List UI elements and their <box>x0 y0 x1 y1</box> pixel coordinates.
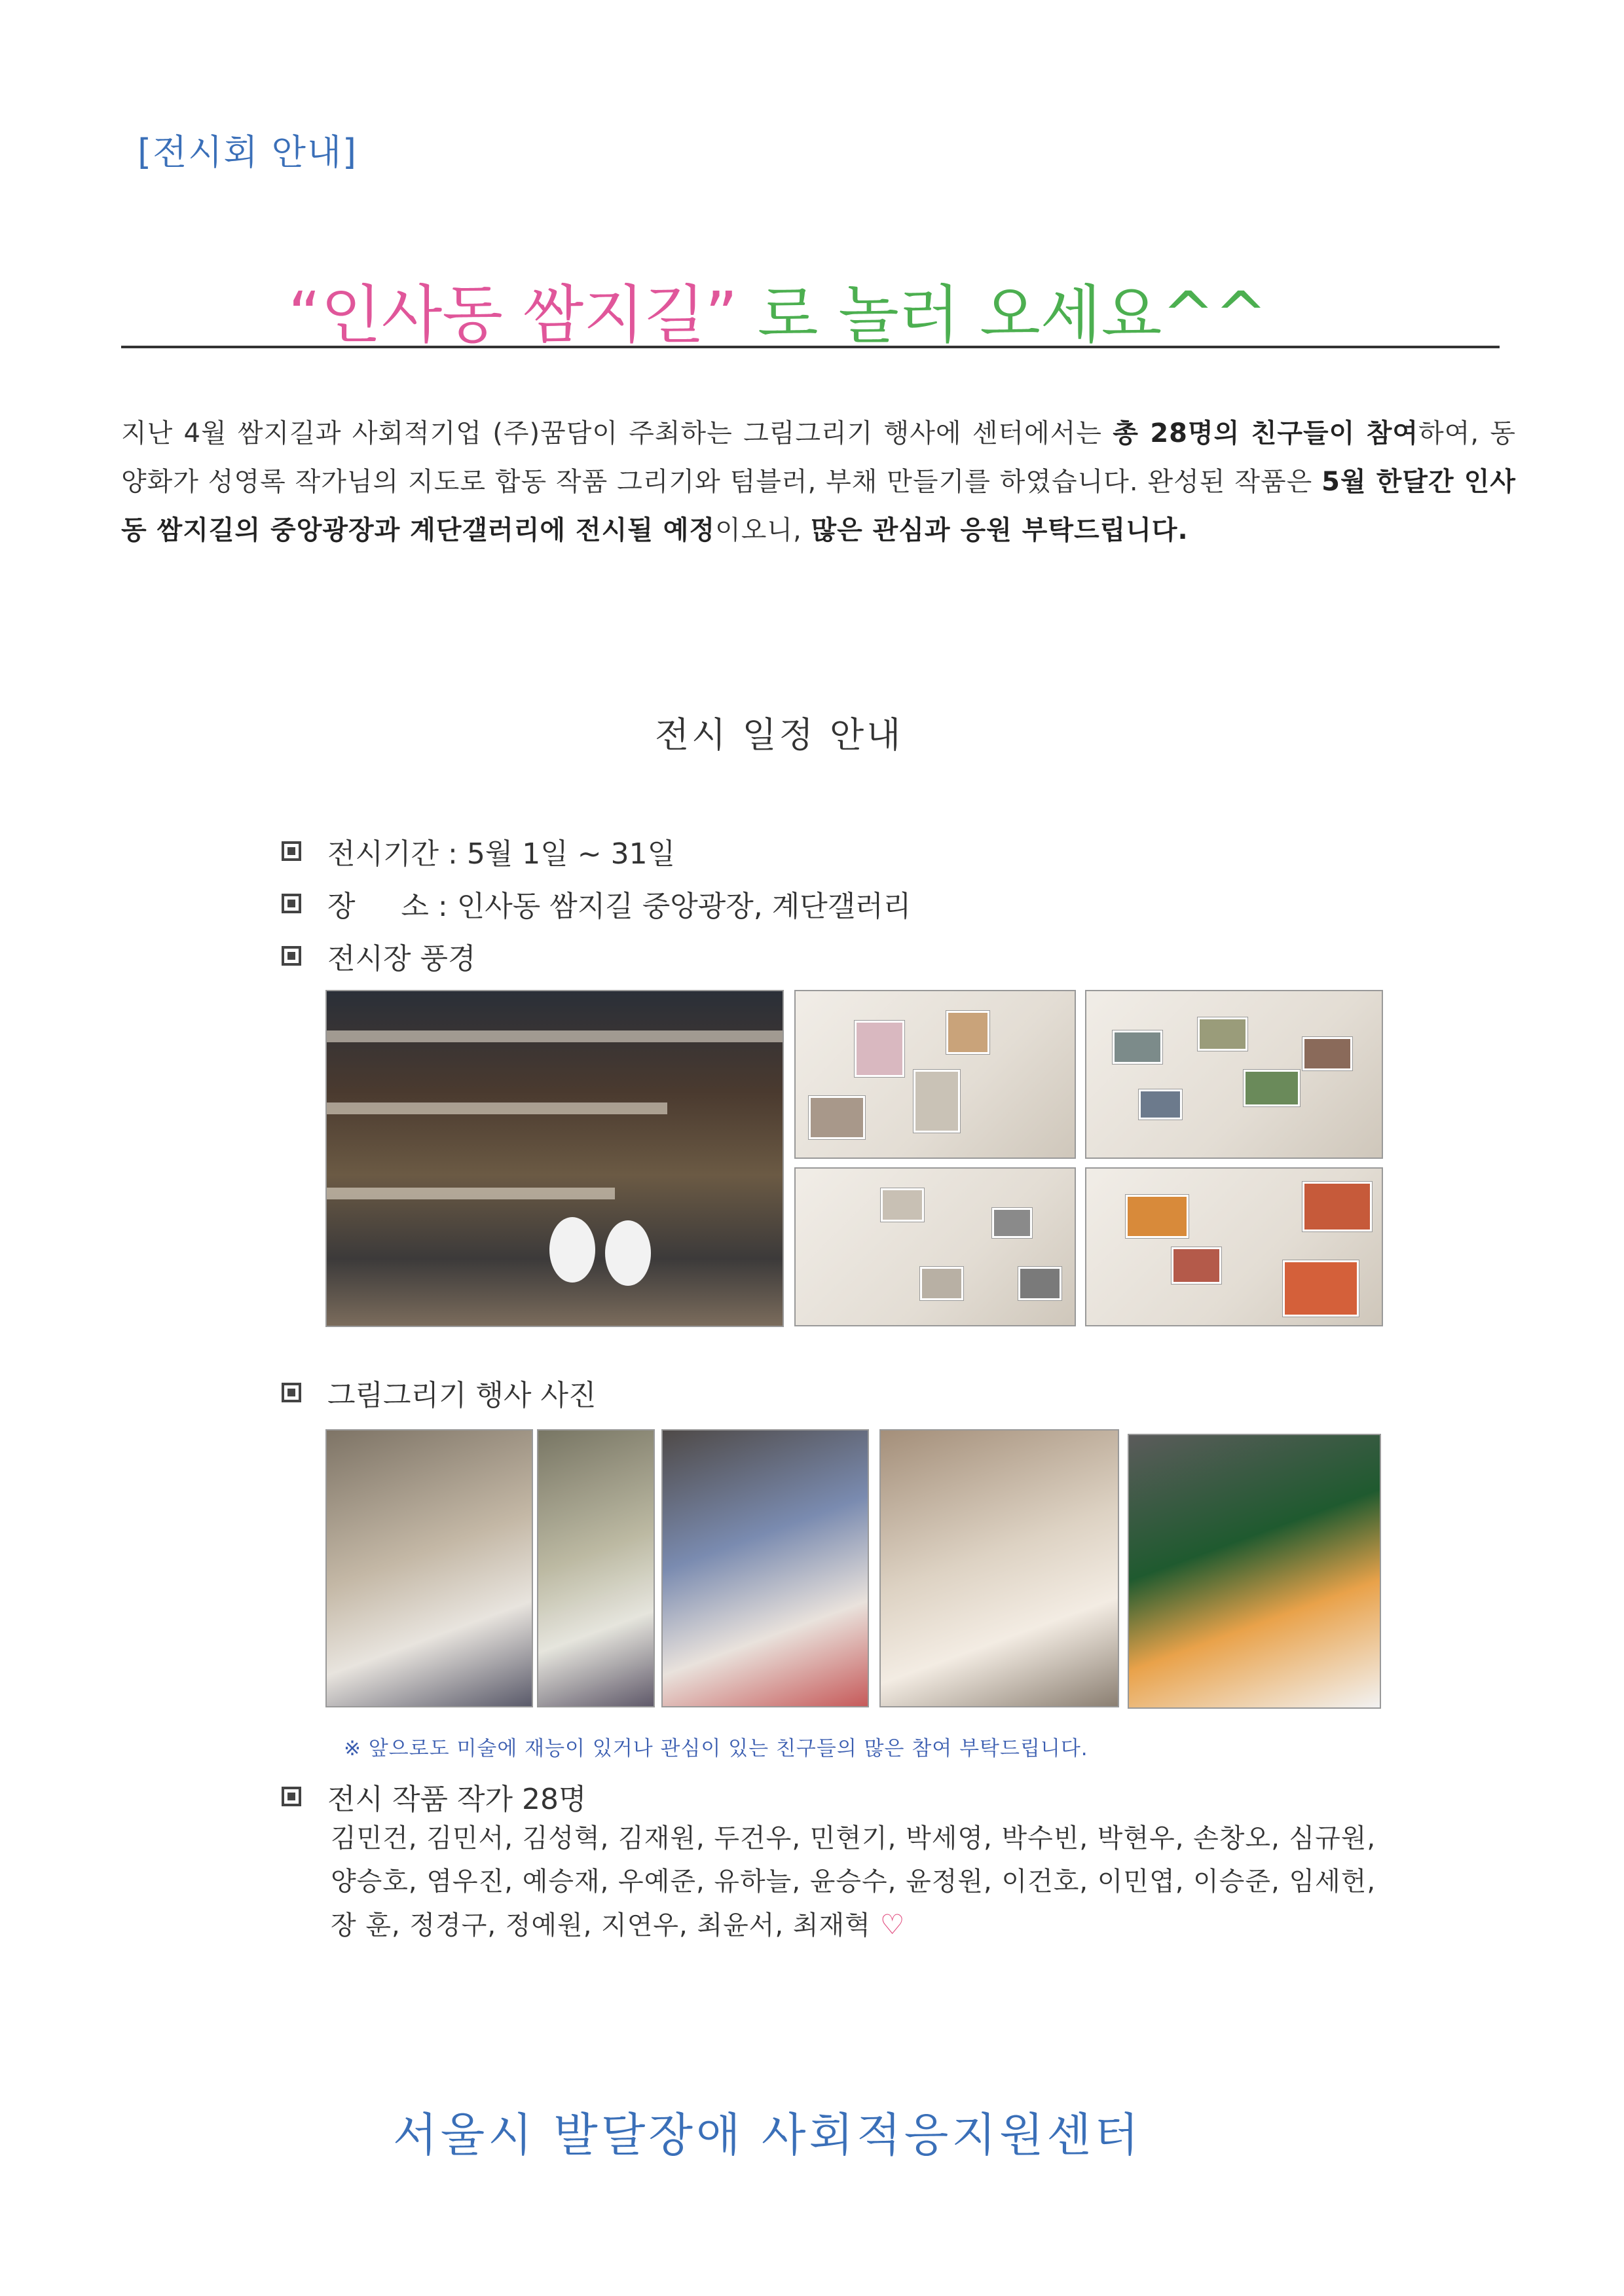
headline-quoted: “인사동 쌈지길” <box>288 278 738 352</box>
intro-paragraph <box>121 409 1516 555</box>
item-artists <box>282 1776 586 1817</box>
photo-wall-3 <box>794 1167 1076 1326</box>
heart-icon: ♡ <box>879 1908 906 1941</box>
scenery-text: 전시장 풍경 <box>327 942 476 975</box>
artists-line-2: 양승호, 염우진, 예승재, 우예준, 유하늘, 윤승수, 윤정원, 이건호, 이민엽, 이승준, 임세헌, <box>331 1867 1376 1897</box>
place-text: 장 소 : 인사동 쌈지길 중앙광장, 계단갤러리 <box>327 890 912 923</box>
intro-bold-1: 총 28명의 친구들이 참여 <box>1113 418 1419 448</box>
headline-rule <box>121 346 1500 348</box>
intro-text-1: 지난 4월 쌈지길과 사회적기업 (주)꿈담이 주최하는 그림그리기 행사에 센터에서는 <box>121 418 1113 448</box>
headline-rest: 로 놀러 오세요^^ <box>737 278 1268 352</box>
intro-text-2: 하여, 동양화가 성영록 작가님의 지도로 합동 작품 그리기와 텀블러, 부채 만들기를 하였습니다. 완성된 작품은 <box>121 418 1516 497</box>
square-bullet-icon <box>282 1383 301 1402</box>
rabbit-figure <box>549 1217 595 1283</box>
square-bullet-icon <box>282 841 301 861</box>
photo-drawing-event-1 <box>325 1429 533 1707</box>
item-period <box>282 830 675 872</box>
artists-line-3-wrap <box>331 1903 1483 1947</box>
square-bullet-icon <box>282 946 301 966</box>
square-bullet-icon <box>282 1787 301 1806</box>
intro-text-3: 이오니, <box>715 515 811 545</box>
footer-organization: 서울시 발달장애 사회적응지원센터 <box>393 2108 1142 2162</box>
schedule-title: 전시 일정 안내 <box>655 714 904 756</box>
square-bullet-icon <box>282 894 301 913</box>
photo-wall-2 <box>1085 990 1383 1159</box>
intro-bold-3: 많은 관심과 응원 부탁드립니다. <box>811 515 1189 545</box>
item-event-photos <box>282 1372 597 1413</box>
participation-note: ※ 앞으로도 미술에 재능이 있거나 관심이 있는 친구들의 많은 참여 부탁드립니다. <box>344 1737 1088 1760</box>
photo-wall-4 <box>1085 1167 1383 1326</box>
item-scenery <box>282 935 476 977</box>
item-place <box>282 883 911 924</box>
photo-drawing-event-2 <box>661 1429 869 1707</box>
photo-mall-atrium <box>325 990 784 1327</box>
artists-title: 전시 작품 작가 28명 <box>327 1783 587 1816</box>
photo-drawing-event-1b <box>537 1429 655 1707</box>
photo-wall-1 <box>794 990 1076 1159</box>
period-text: 전시기간 : 5월 1일 ~ 31일 <box>327 837 676 871</box>
artist-names <box>331 1817 1483 1947</box>
artists-line-1: 김민건, 김민서, 김성혁, 김재원, 두건우, 민현기, 박세영, 박수빈, 박현우, 손창오, 심규원, <box>331 1823 1376 1853</box>
header-tag: [전시회 안내] <box>138 132 358 173</box>
artists-line-3: 장 훈, 정경구, 정예원, 지연우, 최윤서, 최재혁 <box>331 1910 871 1941</box>
rabbit-figure <box>605 1220 651 1286</box>
photo-drawing-event-3 <box>879 1429 1119 1707</box>
intro-bold-2: 5월 한달간 인사동 쌈지길의 중앙광장과 계단갤러리에 전시될 예정 <box>121 467 1516 545</box>
event-photos-text: 그림그리기 행사 사진 <box>327 1379 597 1412</box>
photo-drawing-event-4 <box>1128 1434 1381 1709</box>
headline <box>288 265 1267 355</box>
